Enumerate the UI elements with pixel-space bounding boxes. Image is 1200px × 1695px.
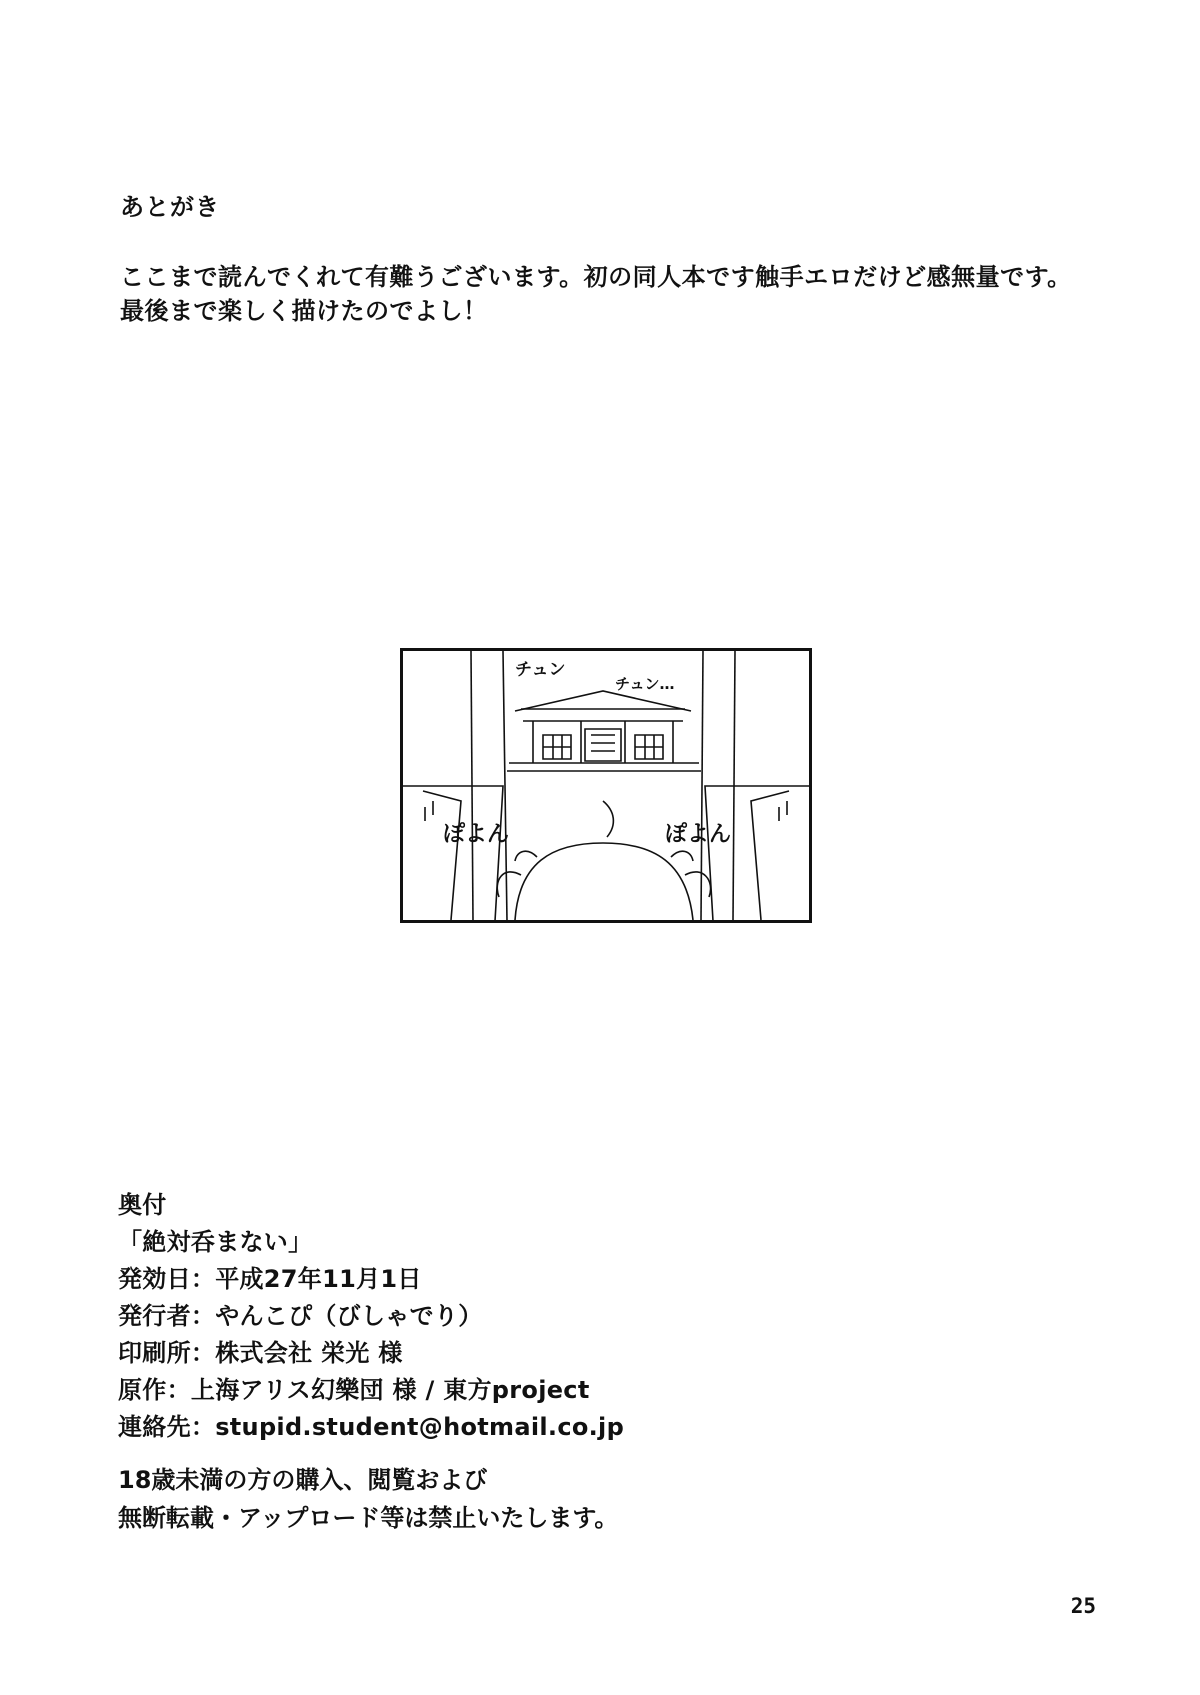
afterword-title: あとがき — [120, 193, 220, 221]
original-work: 原作：上海アリス幻樂団 様 / 東方project — [118, 1376, 590, 1404]
afterword-line: 最後まで楽しく描けたのでよし！ — [120, 297, 488, 325]
sfx-poyon-left: ぽよん — [443, 822, 510, 847]
sfx-poyon-right: ぽよん — [665, 822, 732, 847]
manga-panel-illustration — [400, 648, 812, 923]
afterword-body — [120, 260, 1120, 328]
page-number: 25 — [1070, 1594, 1096, 1618]
book-title: 「絶対呑まない」 — [118, 1228, 313, 1256]
printer: 印刷所：株式会社 栄光 様 — [118, 1339, 403, 1367]
notice-line-1: 18歳未満の方の購入、閲覧および — [118, 1466, 488, 1494]
sfx-chun-2: チュン… — [615, 675, 675, 693]
afterword-section — [120, 190, 1120, 328]
sfx-chun-1: チュン — [515, 660, 566, 680]
publisher: 発行者：やんこぴ（びしゃでり） — [118, 1302, 483, 1330]
contact-email: 連絡先：stupid.student@hotmail.co.jp — [118, 1413, 625, 1441]
issue-date: 発効日：平成27年11月1日 — [118, 1265, 422, 1293]
shrine-gate-drawing — [403, 651, 809, 920]
notice-line-2: 無断転載・アップロード等は禁止いたします。 — [118, 1504, 619, 1532]
colophon-section — [118, 1187, 818, 1446]
afterword-line: ここまで読んでくれて有難うございます。初の同人本です触手エロだけど感無量です。 — [120, 263, 1072, 291]
age-restriction-notice — [118, 1461, 918, 1537]
colophon-heading: 奥付 — [118, 1191, 167, 1219]
